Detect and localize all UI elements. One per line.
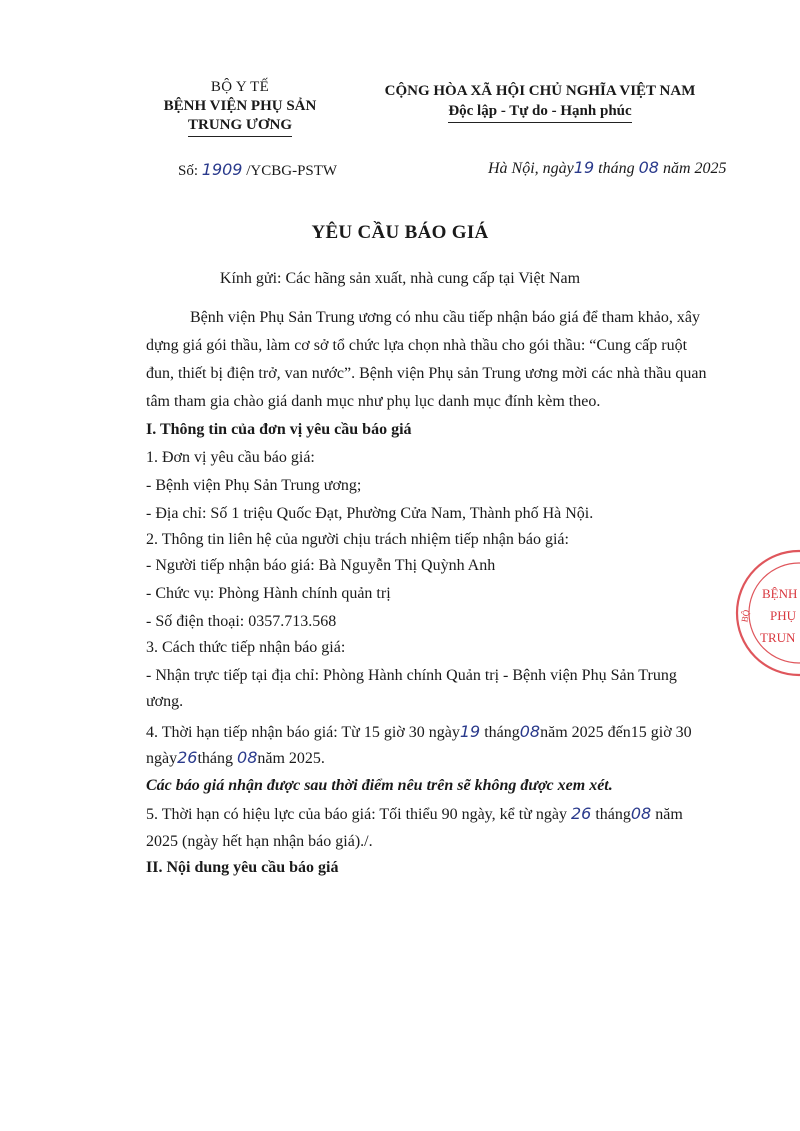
intro-line-4: tâm tham gia chào giá danh mục như phụ lục danh mục đính kèm theo. — [146, 393, 601, 410]
item-4-day-from: 19 — [459, 722, 481, 741]
item-4-day-to: 26 — [177, 748, 198, 767]
date-day-handwritten: 19 — [573, 158, 595, 177]
hospital-seal-stamp — [734, 548, 800, 678]
intro-line-1: Bệnh viện Phụ Sản Trung ương có nhu cầu tiếp nhận báo giá để tham khảo, xây — [190, 309, 700, 326]
item-4-line-2 — [146, 748, 325, 769]
item-5-line-1 — [146, 804, 683, 825]
seal-text-side: BỘ — [739, 608, 752, 623]
item-2-person: - Người tiếp nhận báo giá: Bà Nguyễn Thị Quỳnh Anh — [146, 557, 496, 574]
item-1-unit: - Bệnh viện Phụ Sản Trung ương; — [146, 477, 362, 494]
recipient-line: Kính gửi: Các hãng sản xuất, nhà cung cấp tại Việt Nam — [219, 270, 581, 287]
date-place: Hà Nội, ngày — [488, 160, 574, 177]
item-2-phone: - Số điện thoại: 0357.713.568 — [146, 613, 337, 630]
item-2-heading: 2. Thông tin liên hệ của người chịu trách nhiệm tiếp nhận báo giá: — [146, 531, 569, 548]
item-4-line-1 — [146, 722, 692, 743]
national-header — [360, 81, 720, 123]
item-3-line-1: - Nhận trực tiếp tại địa chỉ: Phòng Hành chính Quản trị - Bệnh viện Phụ Sản Trung — [146, 667, 677, 684]
section-1-heading: I. Thông tin của đơn vị yêu cầu báo giá — [146, 421, 412, 438]
seal-graphic — [734, 548, 800, 678]
item-5-text-b: tháng — [591, 806, 631, 823]
section-2-heading: II. Nội dung yêu cầu báo giá — [146, 859, 339, 876]
hospital-name-line1: BỆNH VIỆN PHỤ SẢN — [163, 98, 317, 114]
country-name: CỘNG HÒA XÃ HỘI CHỦ NGHĨA VIỆT NAM — [384, 83, 696, 99]
intro-line-2: dựng giá gói thầu, làm cơ sở tổ chức lựa chọn nhà thầu cho gói thầu: “Cung cấp ruột — [146, 337, 688, 354]
intro-line-3: đun, thiết bị điện trở, van nước”. Bệnh viện Phụ sản Trung ương mời các nhà thầu quan — [146, 365, 707, 382]
item-3-line-2: ương. — [146, 693, 184, 710]
ministry-name: BỘ Y TẾ — [210, 79, 270, 95]
item-5-line-2: 2025 (ngày hết hạn nhận báo giá)./. — [146, 833, 373, 850]
hospital-name-line2: TRUNG ƯƠNG — [188, 116, 292, 137]
item-4-text-b: tháng — [480, 724, 520, 741]
late-quote-note: Các báo giá nhận được sau thời điểm nêu trên sẽ không được xem xét. — [146, 777, 613, 794]
doc-number-handwritten: 1909 — [201, 160, 243, 179]
item-4-text-c: năm 2025 đến15 giờ 30 — [540, 724, 692, 741]
item-1-heading: 1. Đơn vị yêu cầu báo giá: — [146, 449, 315, 466]
item-4-text-f: năm 2025. — [257, 750, 325, 767]
doc-number-suffix: /YCBG-PSTW — [246, 163, 338, 179]
item-3-heading: 3. Cách thức tiếp nhận báo giá: — [146, 639, 346, 656]
item-1-address: - Địa chỉ: Số 1 triệu Quốc Đạt, Phường Cửa Nam, Thành phố Hà Nội. — [146, 505, 594, 522]
doc-number-prefix: Số: — [178, 163, 199, 179]
item-5-text-c: năm — [651, 806, 683, 823]
item-5-day: 26 — [570, 804, 592, 823]
item-2-position: - Chức vụ: Phòng Hành chính quản trị — [146, 585, 391, 602]
item-4-month-to: 08 — [237, 748, 258, 767]
item-4-text-e: tháng — [197, 750, 238, 767]
date-month-handwritten: 08 — [638, 158, 659, 177]
seal-text-line3: TRUN — [760, 630, 796, 645]
date-year-label: năm 2025 — [662, 160, 727, 177]
document-date — [488, 158, 727, 178]
item-4-text-a: 4. Thời hạn tiếp nhận báo giá: Từ 15 giờ 30 ngày — [146, 724, 460, 741]
item-5-month: 08 — [630, 804, 652, 823]
seal-text-line1: BỆNH — [762, 586, 798, 601]
item-5-text-a: 5. Thời hạn có hiệu lực của báo giá: Tối thiểu 90 ngày, kể từ ngày — [146, 806, 571, 823]
document-title: YÊU CẦU BÁO GIÁ — [311, 222, 489, 243]
seal-text-line2: PHỤ — [770, 608, 797, 623]
issuer-block — [150, 78, 330, 137]
item-4-month-from: 08 — [519, 722, 541, 741]
national-motto: Độc lập - Tự do - Hạnh phúc — [448, 101, 631, 123]
item-4-text-d: ngày — [146, 750, 178, 767]
document-number — [178, 160, 337, 180]
date-month-label: tháng — [598, 160, 635, 177]
